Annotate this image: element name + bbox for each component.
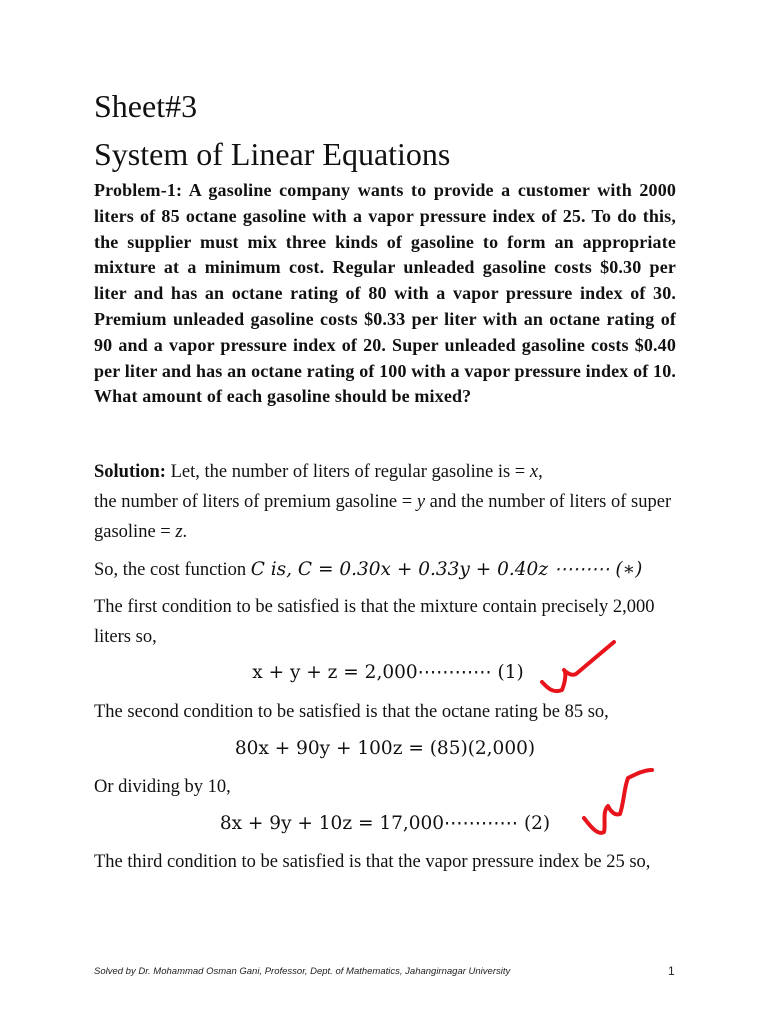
condition-1-text: The first condition to be satisfied is that the mixture contain precisely 2,000 liters so, (94, 597, 655, 647)
footer-credit: Solved by Dr. Mohammad Osman Gani, Professor, Dept. of Mathematics, Jahangirnagar University (94, 966, 511, 977)
problem-text: A gasoline company wants to provide a customer with 2000 liters of 85 octane gasoline with a vapor pressure index of 25. To do this, the supplier must mix three kinds of gasoline to form an appropriate mixture at a minimum cost. Regular unleaded gasoline costs $0.30 per liter and has an octane rating of 80 with a vapor pressure index of 30. Premium unleaded gasoline costs $0.33 per liter with an octane rating of 90 and a vapor pressure index of 20. Super unleaded gasoline costs $0.40 per liter and has an octane rating of 100 with a vapor pressure index of 10. What amount of each gasoline should be mixed? (94, 180, 676, 407)
cost-equation: C is, C = 0.30x + 0.33y + 0.40z ⋯⋯⋯ (∗) (250, 559, 643, 580)
problem-statement (94, 178, 676, 410)
solution-line1: Let, the number of liters of regular gasoline is = (165, 462, 530, 482)
comma: , (538, 462, 543, 482)
topic-title: System of Linear Equations (94, 136, 451, 172)
condition-2-text: The second condition to be satisfied is that the octane rating be 85 so, (94, 702, 609, 722)
octane-equation: 80x + 90y + 100z = (85)(2,000) (234, 738, 536, 759)
var-y: y (416, 492, 426, 512)
equation-2: 8x + 9y + 10z = 17,000⋯⋯⋯⋯ (2) (219, 813, 551, 834)
solution-line2a: the number of liters of premium gasoline = (94, 492, 417, 512)
var-x: x (529, 462, 539, 482)
sheet-title: Sheet#3 (94, 88, 198, 124)
period: . (182, 522, 188, 542)
var-z: z (175, 522, 183, 542)
divide-text: Or dividing by 10, (94, 777, 231, 797)
cost-function-line (94, 555, 676, 585)
cost-intro: So, the cost function (94, 560, 251, 580)
solution-label: Solution: (94, 462, 166, 482)
equation-1: x + y + z = 2,000⋯⋯⋯⋯ (1) (252, 662, 524, 683)
check-mark-icon (536, 636, 620, 698)
solution-line2b: and the number of liters of super gasoline = (94, 492, 672, 542)
condition-3-text: The third condition to be satisfied is that the vapor pressure index be 25 so, (94, 852, 651, 872)
page-number: 1 (668, 964, 675, 978)
problem-label: Problem-1: (94, 180, 183, 200)
solution-intro (94, 457, 676, 547)
check-mark-icon (580, 766, 660, 840)
